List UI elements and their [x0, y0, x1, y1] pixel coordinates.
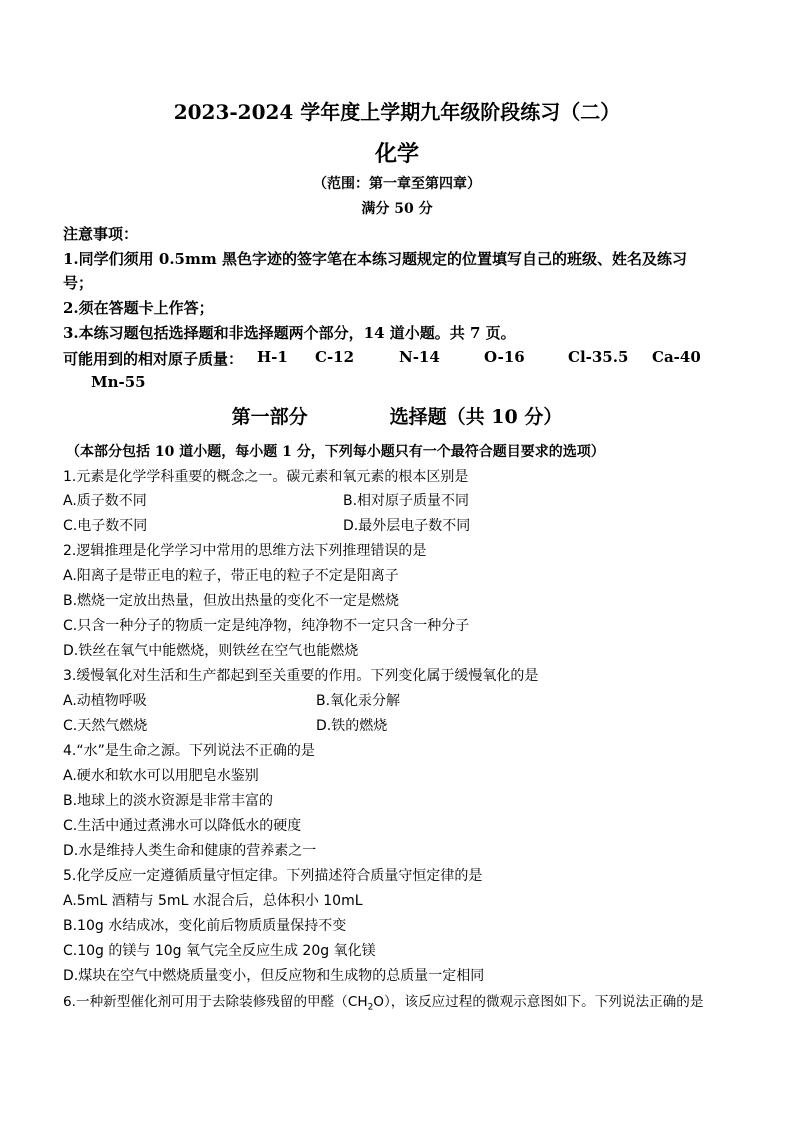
question-5-option-a[interactable]: A.5mL 酒精与 5mL 水混合后，总体积小 10mL [63, 893, 363, 909]
question-6-subscript: 2 [367, 1002, 374, 1013]
question-1-option-c[interactable]: C.电子数不同 [63, 518, 148, 534]
question-5-option-d[interactable]: D.煤块在空气中燃烧质量变小，但反应物和生成物的总质量一定相同 [63, 968, 485, 984]
atomic-mass-h: H-1 [257, 348, 288, 366]
question-1-stem: 1.元素是化学学科重要的概念之一。碳元素和氧元素的根本区别是 [63, 469, 469, 485]
question-5-stem: 5.化学反应一定遵循质量守恒定律。下列描述符合质量守恒定律的是 [63, 868, 483, 884]
question-4-option-b[interactable]: B.地球上的淡水资源是非常丰富的 [63, 793, 274, 809]
question-5-option-b[interactable]: B.10g 水结成冰，变化前后物质质量保持不变 [63, 918, 347, 934]
question-2-option-c[interactable]: C.只含一种分子的物质一定是纯净物，纯净物不一定只含一种分子 [63, 618, 470, 634]
atomic-mass-c: C-12 [315, 348, 355, 366]
question-2-option-b[interactable]: B.燃烧一定放出热量，但放出热量的变化不一定是燃烧 [63, 593, 400, 609]
question-2-stem: 2.逻辑推理是化学学习中常用的思维方法下列推理错误的是 [63, 543, 427, 559]
question-6-stem-start: 6.一种新型催化剂可用于去除装修残留的甲醛（CH [63, 994, 368, 1010]
atomic-mass-o: O-16 [484, 348, 525, 366]
question-1-option-d[interactable]: D.最外层电子数不同 [343, 518, 471, 534]
notes-item-1: 1.同学们须用 0.5mm 黑色字迹的签字笔在本练习题规定的位置填写自己的班级、姓名及练习 [63, 250, 687, 268]
atomic-mass-row [63, 348, 763, 370]
question-2-option-d[interactable]: D.铁丝在氧气中能燃烧，则铁丝在空气也能燃烧 [63, 643, 359, 659]
question-3-stem: 3.缓慢氧化对生活和生产都起到至关重要的作用。下列变化属于缓慢氧化的是 [63, 668, 539, 684]
exam-range: （范围：第一章至第四章） [313, 176, 481, 192]
question-4-stem: 4.“水”是生命之源。下列说法不正确的是 [63, 743, 315, 759]
exam-title: 2023-2024 学年度上学期九年级阶段练习（二） [173, 100, 621, 124]
atomic-mass-n: N-14 [399, 348, 440, 366]
section-heading [0, 402, 794, 429]
question-6-stem [63, 990, 703, 1013]
atomic-mass-label: 可能用到的相对原子质量： [63, 350, 244, 368]
atomic-mass-mn: Mn-55 [91, 373, 146, 391]
section-part-label: 第一部分 [231, 406, 308, 428]
question-3-option-a[interactable]: A.动植物呼吸 [63, 693, 147, 709]
notes-heading: 注意事项： [63, 225, 139, 243]
question-5-option-c[interactable]: C.10g 的镁与 10g 氧气完全反应生成 20g 氧化镁 [63, 943, 376, 959]
question-4-option-c[interactable]: C.生活中通过煮沸水可以降低水的硬度 [63, 818, 302, 834]
question-3-option-d[interactable]: D.铁的燃烧 [316, 718, 388, 734]
notes-item-3: 3.本练习题包括选择题和非选择题两个部分，14 道小题。共 7 页。 [63, 324, 516, 342]
question-1-option-b[interactable]: B.相对原子质量不同 [343, 493, 470, 509]
question-3-option-b[interactable]: B.氧化汞分解 [316, 693, 401, 709]
full-score: 满分 50 分 [361, 201, 433, 217]
question-6-stem-end: O），该反应过程的微观示意图如下。下列说法正确的是 [373, 994, 704, 1010]
question-3-option-c[interactable]: C.天然气燃烧 [63, 718, 148, 734]
section-name: 选择题（共 10 分） [389, 406, 563, 428]
question-4-option-d[interactable]: D.水是维持人类生命和健康的营养素之一 [63, 843, 317, 859]
question-4-option-a[interactable]: A.硬水和软水可以用肥皂水鉴别 [63, 768, 259, 784]
notes-item-2: 2.须在答题卡上作答； [63, 299, 214, 317]
question-2-option-a[interactable]: A.阳离子是带正电的粒子，带正电的粒子不定是阳离子 [63, 568, 399, 584]
atomic-mass-ca: Ca-40 [652, 348, 701, 366]
atomic-mass-cl: Cl-35.5 [568, 348, 629, 366]
notes-item-1-continued: 号； [63, 274, 94, 292]
section-instruction: （本部分包括 10 道小题，每小题 1 分，下列每小题只有一个最符合题目要求的选项） [66, 444, 605, 460]
question-1-option-a[interactable]: A.质子数不同 [63, 493, 147, 509]
subject-title: 化学 [374, 141, 419, 167]
